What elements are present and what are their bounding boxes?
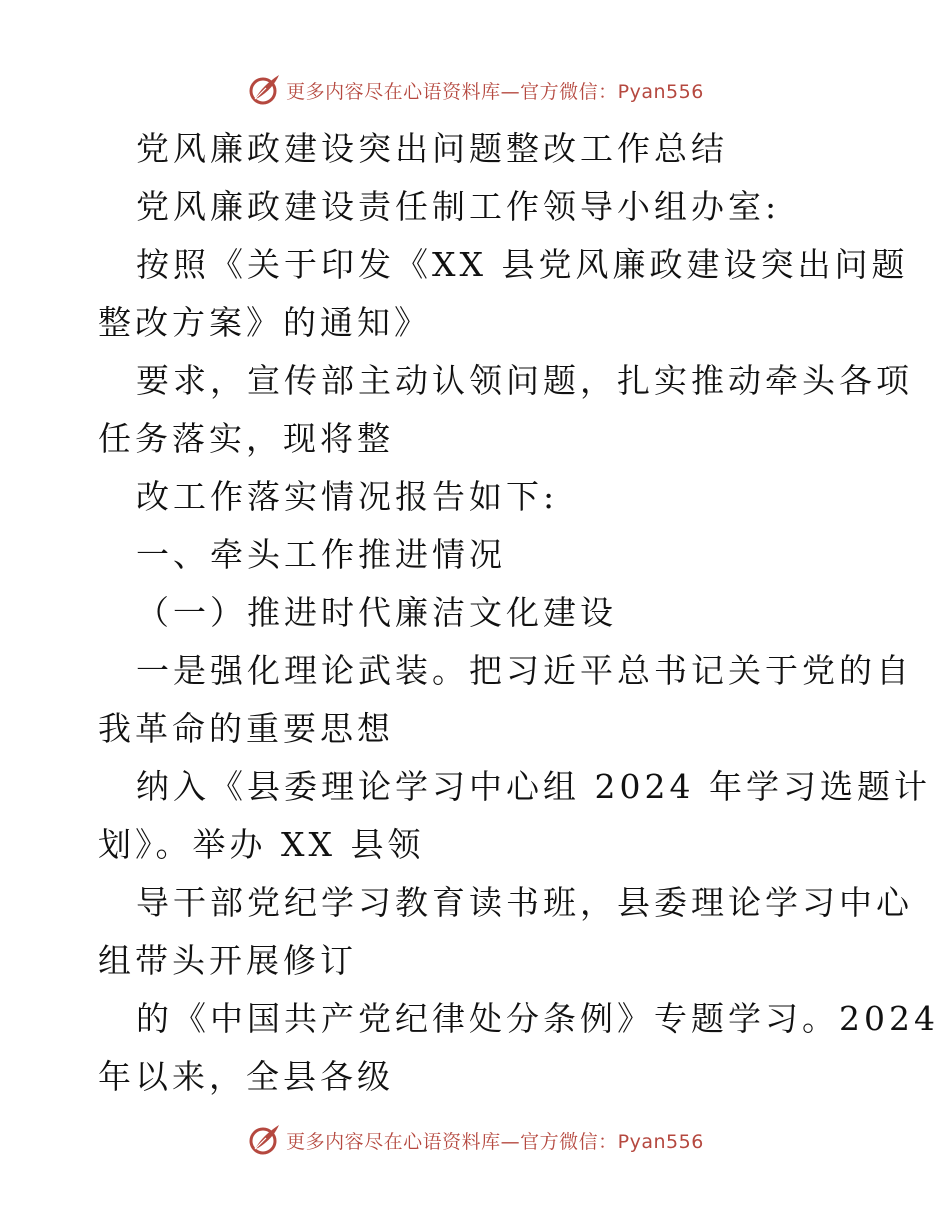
paragraph-line: 年以来，全县各级: [98, 1057, 394, 1096]
recipient-line: 党风廉政建设责任制工作领导小组办室:: [136, 187, 781, 226]
paragraph-line: 按照《关于印发《XX 县党风廉政建设突出问题: [136, 245, 909, 284]
paragraph-line: 改工作落实情况报告如下:: [136, 477, 559, 516]
document-body: [98, 120, 939, 1106]
watermark-account: Pyan556: [617, 80, 704, 103]
paragraph-line: 整改方案》的通知》: [98, 303, 431, 342]
paragraph-line: 纳入《县委理论学习中心组 2024 年学习选题计: [136, 767, 931, 806]
feather-pen-logo-icon: [246, 1122, 282, 1158]
paragraph-line: 我革命的重要思想: [98, 709, 394, 748]
section-heading: 一、牵头工作推进情况: [136, 535, 506, 574]
paragraph-line: 要求，宣传部主动认领问题，扎实推动牵头各项: [136, 361, 913, 400]
watermark-text: 更多内容尽在心语资料库—官方微信：Pyan556: [286, 80, 704, 103]
watermark-text: 更多内容尽在心语资料库—官方微信：Pyan556: [286, 1130, 704, 1153]
subsection-heading: （一）推进时代廉洁文化建设: [136, 593, 617, 632]
watermark-banner-top: [0, 70, 950, 110]
watermark-account: Pyan556: [617, 1130, 704, 1153]
feather-pen-logo-icon: [246, 72, 282, 108]
paragraph-line: 组带头开展修订: [98, 941, 357, 980]
paragraph-line: 一是强化理论武装。把习近平总书记关于党的自: [136, 651, 913, 690]
paragraph-line: 任务落实，现将整: [98, 419, 394, 458]
paragraph-line: 的《中国共产党纪律处分条例》专题学习。2024: [136, 999, 939, 1038]
paragraph-line: 导干部党纪学习教育读书班，县委理论学习中心: [136, 883, 913, 922]
paragraph-line: 划》。举办 XX 县领: [98, 825, 425, 864]
document-title: 党风廉政建设突出问题整改工作总结: [136, 129, 728, 168]
watermark-banner-bottom: [0, 1120, 950, 1160]
